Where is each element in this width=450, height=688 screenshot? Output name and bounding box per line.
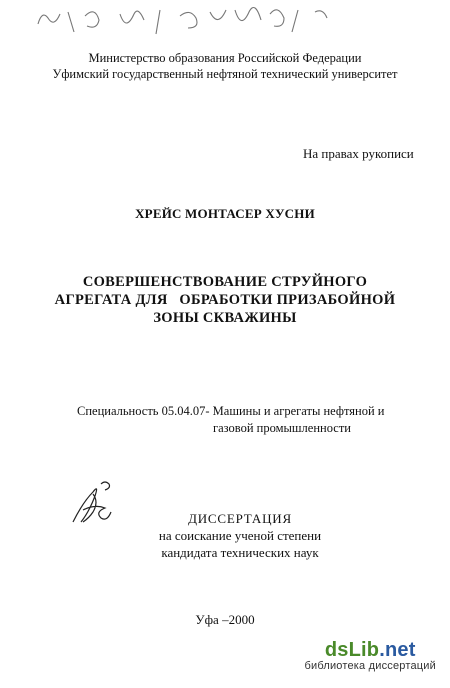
specialty-line-1: Специальность 05.04.07- Машины и агрегаты нефтяной и <box>77 404 385 418</box>
title-line-3: ЗОНЫ СКВАЖИНЫ <box>153 310 297 326</box>
degree-line: на соискание ученой степени <box>158 528 322 543</box>
logo-tld: .net <box>379 639 416 661</box>
dslib-logo <box>304 639 436 662</box>
university-line: Уфимский государственный нефтяной технический университет <box>52 67 398 81</box>
degree-field-line: кандидата технических наук <box>161 545 319 560</box>
author-name: ХРЕЙС МОНТАСЕР ХУСНИ <box>135 206 315 221</box>
ministry-line-1: Министерство образования Российской Федерации <box>88 51 362 65</box>
rights-notice: На правах рукописи <box>303 146 414 161</box>
specialty-line-2: газовой промышленности <box>213 421 351 435</box>
dissertation-title <box>0 273 450 327</box>
handwritten-signature <box>65 474 125 534</box>
title-line-2: АГРЕГАТА ДЛЯ ОБРАБОТКИ ПРИЗАБОЙНОЙ <box>54 292 396 308</box>
title-line-1: СОВЕРШЕНСТВОВАНИЕ СТРУЙНОГО <box>82 274 368 290</box>
dissertation-heading: ДИССЕРТАЦИЯ <box>188 511 292 526</box>
city-year: Уфа –2000 <box>195 612 255 627</box>
dissertation-block <box>150 510 330 561</box>
ministry-header <box>0 50 450 82</box>
dslib-watermark[interactable] <box>304 639 436 672</box>
logo-main: dsLib <box>324 639 380 661</box>
handwritten-scribble <box>30 2 350 42</box>
watermark-subtitle: библиотека диссертаций <box>304 660 436 672</box>
specialty-block <box>77 403 384 437</box>
